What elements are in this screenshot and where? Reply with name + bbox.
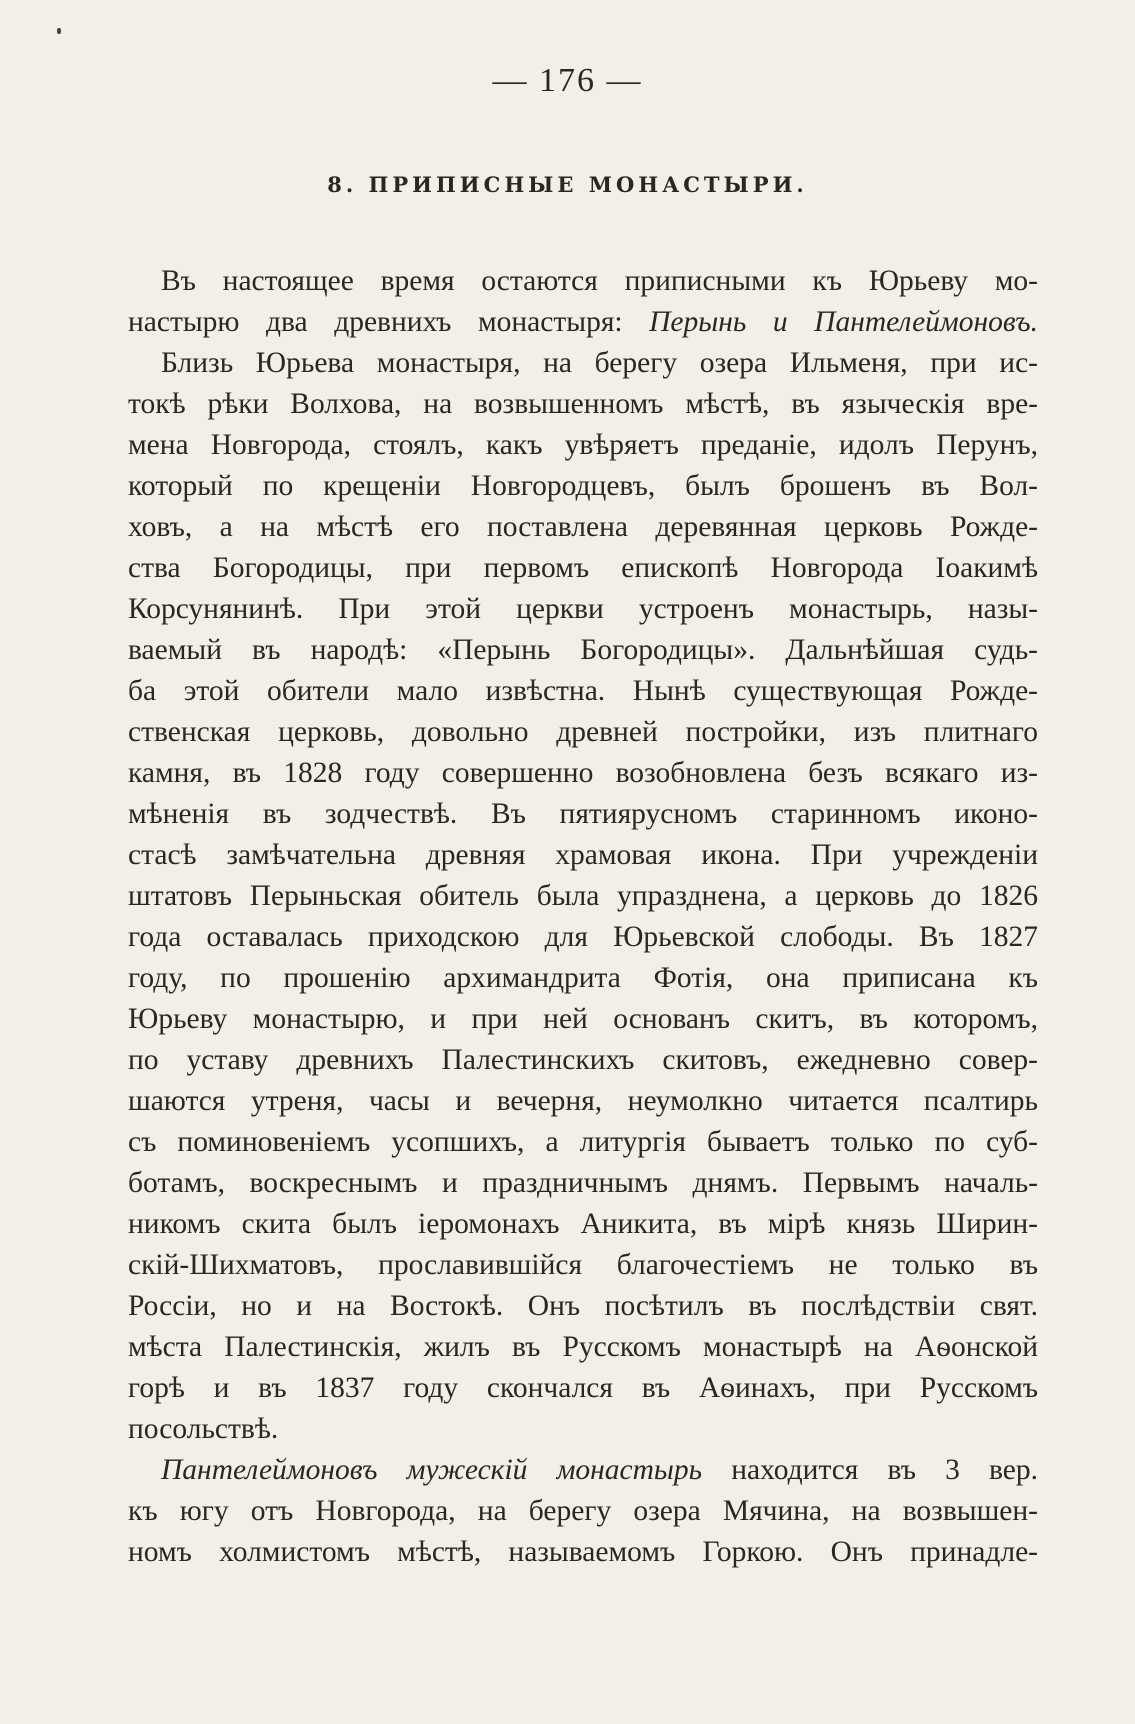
text-line: мена Новгорода, стоялъ, какъ увѣряетъ преданіе, идолъ Перунъ,	[128, 429, 1038, 461]
text-line: ботамъ, воскреснымъ и праздничнымъ днямъ. Первымъ началь-	[128, 1167, 1038, 1199]
text-line: ства Богородицы, при первомъ епископѣ Новгорода Іоакимѣ	[128, 552, 1038, 584]
text-line: горѣ и въ 1837 году скончался въ Аѳинахъ, при Русскомъ	[128, 1372, 1038, 1404]
text-line: шаются утреня, часы и вечерня, неумолкно читается псалтирь	[128, 1085, 1038, 1117]
text-line: стасѣ замѣчательна древняя храмовая икона. При учрежденіи	[128, 839, 1038, 871]
body-text	[128, 261, 1038, 1573]
text-line: Корсунянинѣ. При этой церкви устроенъ монастырь, назы-	[128, 593, 1038, 625]
text-line	[128, 1450, 1038, 1491]
text-line: ховъ, а на мѣстѣ его поставлена деревянная церковь Рожде-	[128, 511, 1038, 543]
text-line: Юрьеву монастырю, и при ней основанъ скитъ, въ которомъ,	[128, 1003, 1038, 1035]
text-line: камня, въ 1828 году совершенно возобновлена безъ всякаго из-	[128, 757, 1038, 789]
text-line: Россіи, но и на Востокѣ. Онъ посѣтилъ въ послѣдствіи свят.	[128, 1290, 1038, 1322]
ink-speck	[57, 28, 61, 34]
text-line: году, по прошенію архимандрита Фотія, она приписана къ	[128, 962, 1038, 994]
text-line: года оставалась приходскою для Юрьевской слободы. Въ 1827	[128, 921, 1038, 953]
text-line: ба этой обители мало извѣстна. Нынѣ существующая Рожде-	[128, 675, 1038, 707]
italic-monastery-names: Перынь и Пантелеймоновъ.	[649, 306, 1038, 338]
text-line: ственская церковь, довольно древней постройки, изъ плитнаго	[128, 716, 1038, 748]
text-line: Въ настоящее время остаются приписными къ Юрьеву мо-	[161, 265, 1038, 297]
section-heading: 8. ПРИПИСНЫЕ МОНАСТЫРИ.	[327, 172, 808, 197]
text-line: ваемый въ народѣ: «Перынь Богородицы». Дальнѣйшая судь-	[128, 634, 1038, 666]
text-line: токѣ рѣки Волхова, на возвышенномъ мѣстѣ, въ языческія вре-	[128, 388, 1038, 420]
text-line: скій-Шихматовъ, прославившійся благочестіемъ не только въ	[128, 1249, 1038, 1281]
text-line: мѣста Палестинскія, жилъ въ Русскомъ монастырѣ на Аѳонской	[128, 1331, 1038, 1363]
italic-monastery-title: Пантелеймоновъ мужескій монастырь	[161, 1454, 703, 1486]
text-line: номъ холмистомъ мѣстѣ, называемомъ Горкою. Онъ принадле-	[128, 1536, 1038, 1568]
text-line: который по крещеніи Новгородцевъ, былъ брошенъ въ Вол-	[128, 470, 1038, 502]
text-line: Близь Юрьева монастыря, на берегу озера Ильменя, при ис-	[161, 347, 1038, 379]
text-line: штатовъ Перыньская обитель была упразднена, а церковь до 1826	[128, 880, 1038, 912]
text-line: посольствѣ.	[128, 1413, 279, 1445]
text-line: никомъ скита былъ іеромонахъ Аникита, въ мірѣ князь Ширин-	[128, 1208, 1038, 1240]
text-run: находится въ 3 вер.	[702, 1454, 1038, 1486]
text-line	[128, 302, 1038, 343]
page-number: — 176 —	[492, 62, 643, 99]
text-line: мѣненія въ зодчествѣ. Въ пятиярусномъ старинномъ иконо-	[128, 798, 1038, 830]
text-line: по уставу древнихъ Палестинскихъ скитовъ, ежедневно совер-	[128, 1044, 1038, 1076]
text-run: настырю два древнихъ монастыря:	[128, 306, 650, 338]
text-line: съ поминовеніемъ усопшихъ, а литургія бываетъ только по суб-	[128, 1126, 1038, 1158]
text-line: къ югу отъ Новгорода, на берегу озера Мячина, на возвышен-	[128, 1495, 1038, 1527]
